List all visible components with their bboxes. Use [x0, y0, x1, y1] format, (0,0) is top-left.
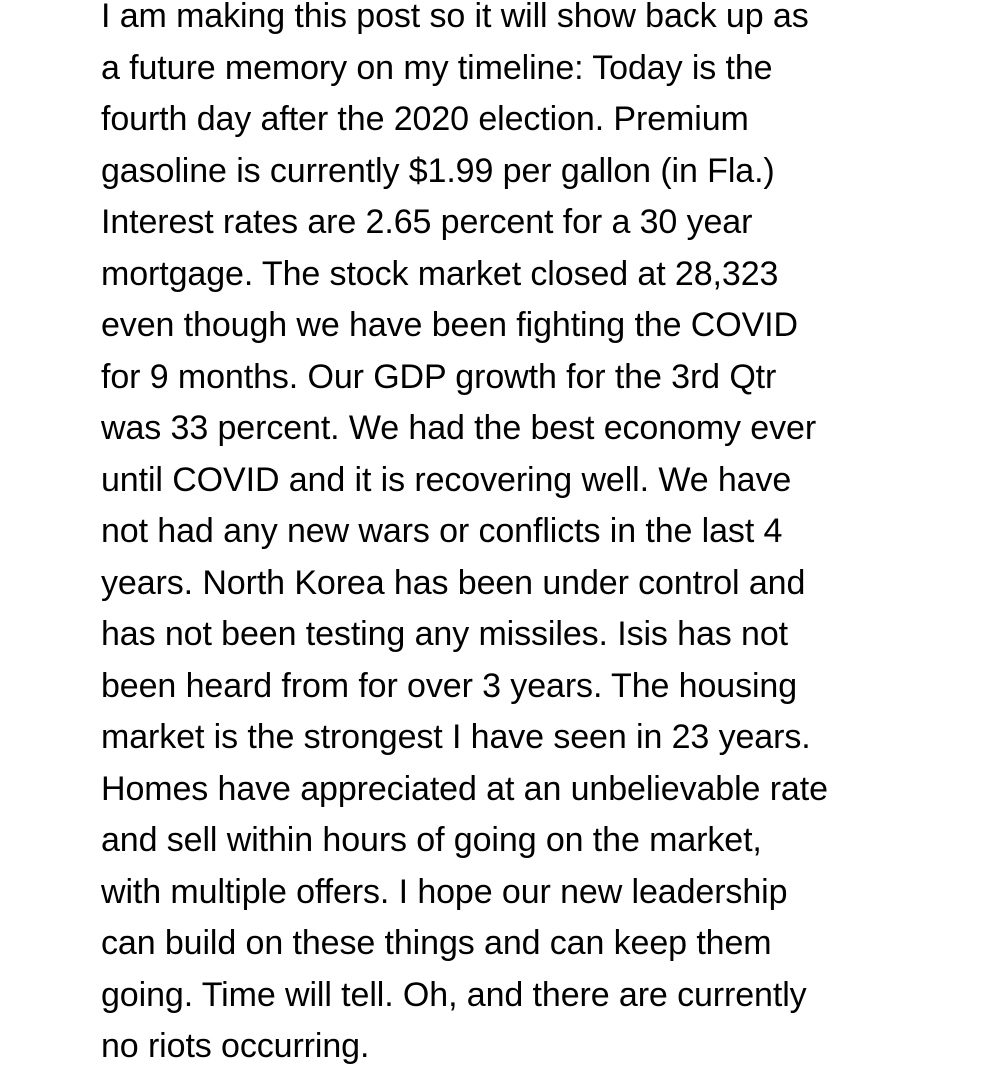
post-text-line: fourth day after the 2020 election. Premium: [101, 100, 749, 138]
post-text-line: a future memory on my timeline: Today is the: [101, 48, 773, 87]
post-text-line: going. Time will tell. Oh, and there are currently: [101, 975, 807, 1014]
post-text-line: with multiple offers. I hope our new leadership: [101, 872, 788, 911]
post-text-line: and sell within hours of going on the market,: [101, 821, 762, 859]
post-text-line: years. North Korea has been under control and: [101, 563, 806, 602]
post-text-line: was 33 percent. We had the best economy ever: [101, 409, 817, 447]
post-text-line: no riots occurring.: [101, 1027, 370, 1065]
post-text-line: mortgage. The stock market closed at 28,323: [101, 254, 779, 293]
post-text-line: for 9 months. Our GDP growth for the 3rd Qtr: [101, 357, 777, 396]
post-text-line: been heard from for over 3 years. The housing: [101, 666, 798, 705]
post-text-line: not had any new wars or conflicts in the last 4: [101, 512, 783, 550]
post-body-text: [101, 0, 981, 1073]
post-text-line: has not been testing any missiles. Isis has not: [101, 615, 789, 653]
post-text-line: market is the strongest I have seen in 23 years.: [101, 718, 811, 756]
post-text-line: I am making this post so it will show back up as: [101, 0, 809, 35]
post-text-line: until COVID and it is recovering well. We have: [101, 460, 792, 499]
post-text-line: can build on these things and can keep them: [101, 924, 772, 962]
post-text-line: even though we have been fighting the COVID: [101, 306, 798, 344]
post-text-line: gasoline is currently $1.99 per gallon (in Fla.): [101, 151, 775, 190]
post-text-line: Homes have appreciated at an unbelievable rate: [101, 769, 828, 808]
post-text-line: Interest rates are 2.65 percent for a 30 year: [101, 203, 753, 241]
